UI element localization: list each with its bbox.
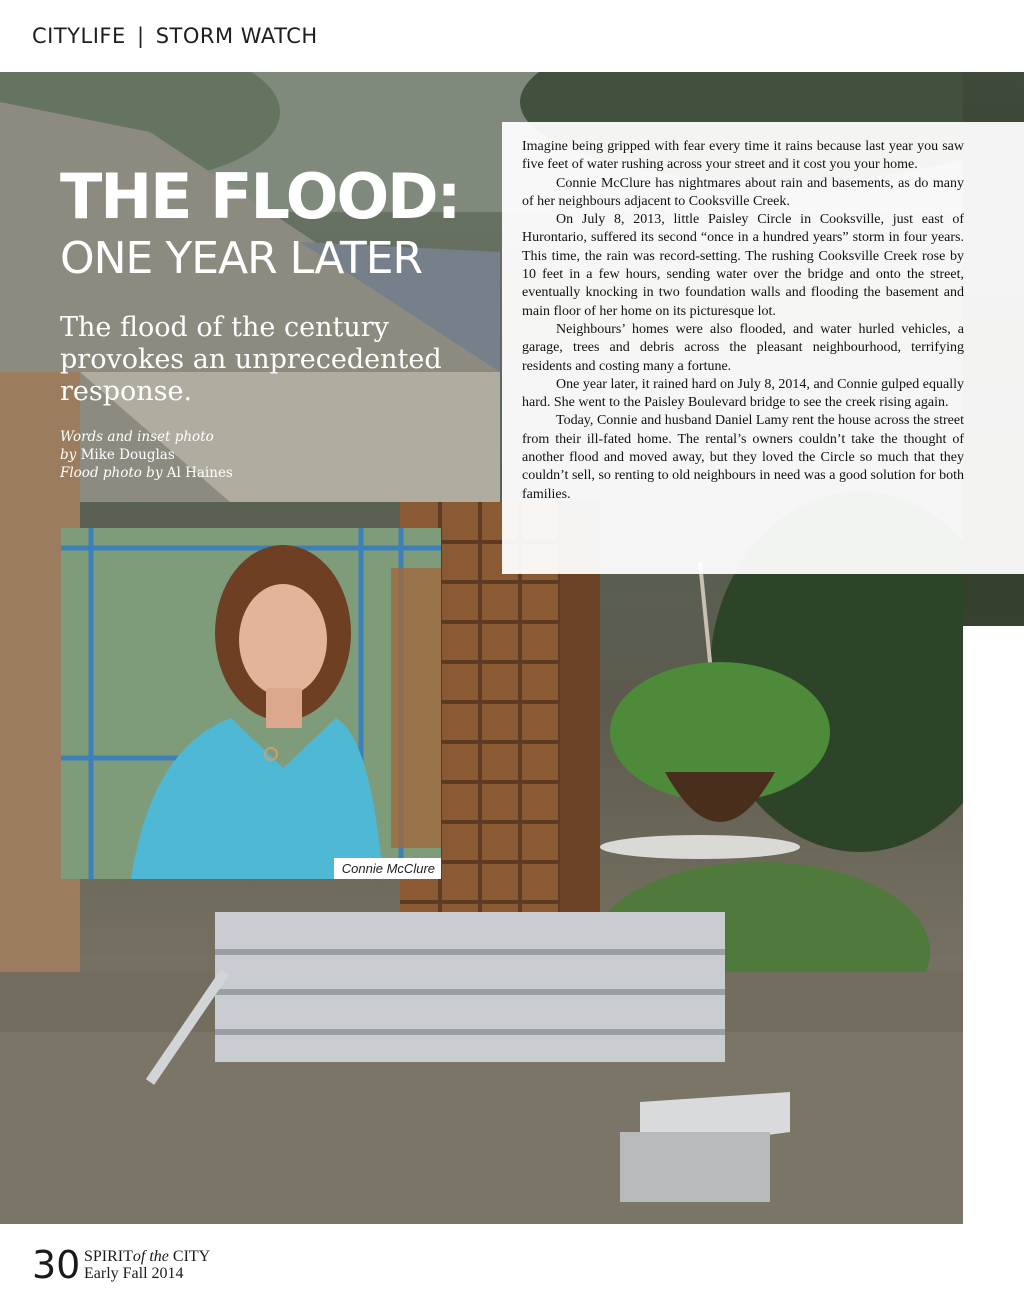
article-paragraph: Today, Connie and husband Daniel Lamy rent the house across the street from their ill-fated home. The rental’s owners couldn’t take the thought of another flood and moved away, but they loved the Circle so much that they couldn’t sell, so renting to old neighbours in need was a good solution for both families. [522,413,964,502]
article-paragraph: Neighbours’ homes were also flooded, and water hurled vehicles, a garage, trees and debris across the pleasant neighbourhood, terrifying residents and costing many a fortune. [522,321,964,374]
byline-words-label: Words and inset photo [60,429,214,445]
magazine-city: CITY [172,1248,211,1265]
woman-neck [266,688,302,728]
magazine-spirit: SPIRIT [84,1248,133,1265]
patio-table [600,835,800,859]
page-number: 30 [32,1243,81,1287]
section-separator: | [136,24,145,48]
inset-caption: Connie McClure [334,858,441,879]
headline-line1: THE FLOOD: [60,160,460,233]
section-label: CITYLIFE [32,24,126,48]
byline-by-label: by [60,447,77,463]
article-paragraph: Connie McClure has nightmares about rain and basements, as do many of her neighbours adjacent to Cooksville Creek. [522,175,964,209]
hanging-basket [665,772,775,822]
article-paragraph: On July 8, 2013, little Paisley Circle in Cooksville, just east of Hurontario, suffered its second “once in a hundred years” storm in four years. This time, the rain was record-setting. The rushing Cooksville Creek rose by 10 feet in a few hours, sending water over the bridge and onto the street, eventually knocking in two foundation walls and flooding the basement and main floor of her home on its picturesque lot. [522,212,964,319]
article-paragraph: Imagine being gripped with fear every time it rains because last year you saw five feet of water rushing across your street and it cost you your home. [522,139,964,173]
submerged-bench [215,912,725,1062]
magazine-name [84,1248,210,1265]
headline [60,160,460,284]
deck-subtitle: The flood of the century provokes an unprecedented response. [60,312,442,407]
article-paragraph: One year later, it rained hard on July 8, 2014, and Connie gulped equally hard. She went to the Paisley Boulevard bridge to see the creek rising again. [522,376,964,411]
magazine-of-the: of the [132,1248,169,1265]
inset-trellis [391,568,441,848]
issue-date: Early Fall 2014 [84,1265,184,1282]
article-text-box [502,122,1024,574]
headline-line2: ONE YEAR LATER [60,233,423,284]
subsection-label: STORM WATCH [155,24,318,48]
woman-face [239,584,327,696]
inset-photo-illustration [61,528,441,879]
byline [60,428,360,482]
page-margin-right [963,626,1024,1314]
bench-leg [620,1132,770,1202]
byline-flood-label: Flood photo by [60,465,163,481]
section-header [32,24,318,48]
byline-author: Mike Douglas [80,447,175,463]
byline-photographer: Al Haines [166,465,233,481]
inset-photo [61,528,441,879]
